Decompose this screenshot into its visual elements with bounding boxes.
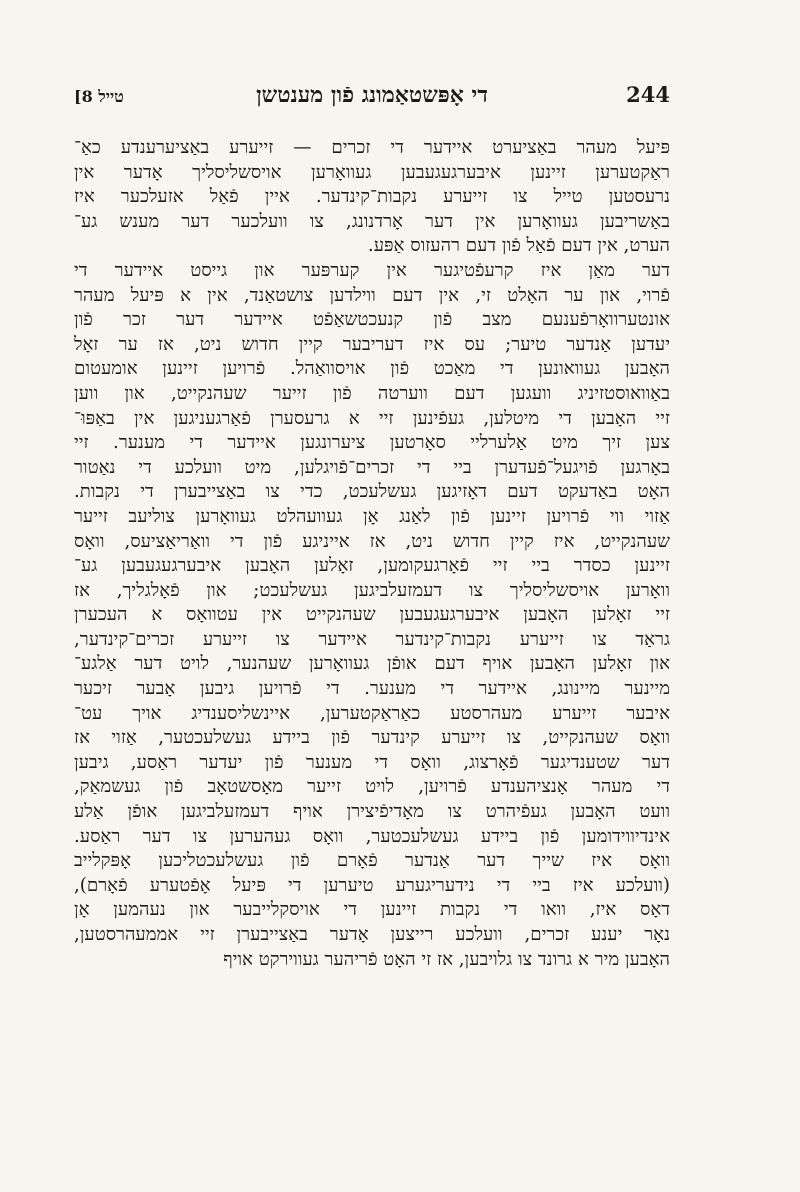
- text-line: דאָס איז, וואו די נקבות זיינען די אויסקלייבער און נעהמען אָן: [74, 899, 670, 921]
- text-line: (וועלכע איז ביי די נידעריגערע טיערען די פּיעל אָפֿטערע פֿאָרם),: [74, 874, 670, 896]
- text-line: שעהנקייט, איז קיין חדוש ניט, אז אייניגע פֿון די וואַריאַציעס, וואָס: [74, 530, 670, 552]
- text-line: האָבען מיר א גרונד צו גלויבען, אז זי האָט פֿריהער געווירקט אויף: [223, 948, 670, 970]
- text-line: וועט האָבען געפֿיהרט צו מאָדיפֿיצירן אויף דעמזעלביגען אופֿן אַלע: [74, 801, 670, 823]
- text-line: און זאָלען האָבען אויף דעם אופֿן געוואָרען שעהנער, לויט דער אַלגע־: [74, 653, 670, 675]
- section-marker: [טייל 8: [74, 87, 124, 106]
- text-line: דער מאַן איז קרעפֿטיגער אין קערפּער און גייסט איידער די: [74, 259, 670, 281]
- text-line: אינדיווידומען פֿון ביידע געשלעכטער, וואָס געהערען צו דער ראַסע.: [74, 825, 670, 847]
- text-line: מיינער מיינונג, איידער די מענער. די פֿרויען גיבען אָבער זיכער: [74, 678, 670, 700]
- text-line: אַזוי ווי פֿרויען זיינען פֿון לאַנג אָן געוועהלט געוואָרען צוליעב זייער: [74, 505, 670, 527]
- text-line: באָרגען פֿויגעל־פֿעדערן ביי די זכרים־פֿויגלען, מיט וועלכע די נאַטור: [74, 456, 670, 478]
- text-line: צען זיך מיט אַלערליי סאָרטען ציערונגען איידער די מענער. זיי: [74, 432, 670, 454]
- text-line: זיינען כסדר ביי זיי פֿאָרגעקומען, זאָלען האָבען איבערגעגעבען גע־: [74, 555, 670, 577]
- text-line: זיי זאָלען האָבען איבערגעגעבען שעהנקייט אין עטוואָס א העכערן: [74, 604, 670, 626]
- text-line: פּיעל מעהר באַציערט איידער די זכרים — זייערע באַציערענדע כאַ־: [74, 137, 670, 158]
- text-line: וואָס איז שייך דער אַנדער פֿאָרם פֿון געשלעכטליכען אָפּקלייב: [74, 850, 670, 872]
- text-line: באַשריבען געוואָרען אין דער אָרדנונג, צו וועלכער דער מענש גע־: [74, 210, 670, 232]
- body-text: [74, 136, 670, 972]
- text-line: האָבען געוואונען די מאַכט פֿון אויסוואַהל. פֿרויען זיינען אומעטום: [74, 358, 670, 380]
- running-header: [74, 82, 670, 118]
- text-line: ראַקטערען זיינען איבערגעגעבען געוואָרען אויסשליסליך אָדער אין: [74, 161, 670, 183]
- text-line: די מעהר אָנציהענדע פֿרויען, לויט זייער מאָסשטאָב פֿון געשמאַק,: [74, 776, 670, 798]
- text-line: דער שטענדיגער פֿאָרצוג, וואָס די מענער פֿון יעדער ראַסע, גיבען: [74, 751, 670, 773]
- page-number: 244: [626, 82, 670, 107]
- text-line: נאָר יענע זכרים, וועלכע רייצען אָדער באַצייבערן זיי אממעהרסטען,: [74, 924, 670, 945]
- text-line: זיי האָבען די מיטלען, געפֿינען זיי א גרעסערן פֿאַרגעניגען אין באַפּוּ־: [74, 407, 670, 429]
- text-line: וואָס שעהנקייט, צו זייערע קינדער פֿון ביידע געשלעכטער, אַזוי אז: [74, 727, 670, 749]
- book-page: [74, 82, 670, 972]
- text-line: הערט, אין דעם פֿאַל פֿון דעם רהעזוס אַפּע.: [367, 235, 670, 257]
- text-line: נרעסטען טייל צו זייערע נקבות־קינדער. איין פֿאַל אזעלכער איז: [74, 186, 670, 208]
- text-line: וואָרען אויסשליסליך צו דעמזעלביגען געשלעכט; און פֿאָלגליך, אז: [74, 579, 670, 601]
- text-line: איבער זייערע מעהרסטע כאַראַקטערען, איינשליסענדיג אויך עט־: [74, 702, 670, 724]
- text-line: פֿרוי, און ער האָלט זי, אין דעם ווילדען צושטאַנד, אין א פּיעל מעהר: [74, 284, 670, 306]
- text-line: יעדען אַנדער טיער; עס איז דעריבער קיין חדוש ניט, אז ער זאָל: [74, 333, 670, 355]
- running-title: די אָפּשטאַמונג פֿון מענטשן: [256, 82, 488, 108]
- text-line: האָט באַדעקט דעם דאָזיגען געשלעכט, כדי צו באַצייבערן די נקבות.: [74, 481, 670, 503]
- text-line: אונטערוואָרפֿענעם מצב פֿון קנעכטשאַפֿט איידער דער זכר פֿון: [74, 309, 670, 331]
- text-line: באַוואוסטזיניג וועגען דעם ווערטה פֿון זייער שעהנקייט, און ווען: [74, 382, 670, 404]
- text-line: גראַד צו זייערע נקבות־קינדער איידער צו זייערע זכרים־קינדער,: [74, 628, 670, 650]
